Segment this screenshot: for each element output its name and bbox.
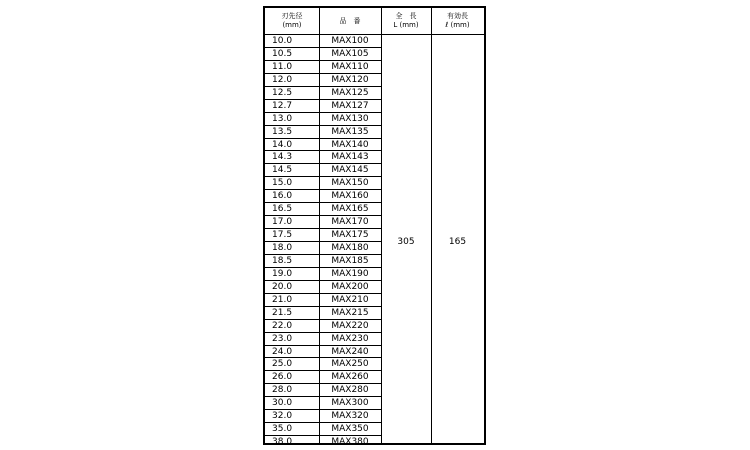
column-divider: [431, 8, 432, 443]
cell-part-number: MAX280: [331, 385, 369, 396]
table-body: [265, 35, 381, 449]
cell-diameter: 13.0: [272, 113, 293, 124]
cell-part-number: MAX130: [331, 113, 369, 124]
cell-part-number: MAX210: [331, 294, 369, 305]
cell-part-number: MAX185: [331, 255, 369, 266]
table-row: [265, 190, 381, 203]
table-row: [265, 164, 381, 177]
cell-diameter: 17.0: [272, 217, 293, 228]
table-row: [265, 48, 381, 61]
cell-part-number: MAX190: [331, 268, 369, 279]
cell-part-number: MAX215: [331, 307, 369, 318]
table-row: [265, 203, 381, 216]
table-row: [265, 151, 381, 164]
table-row: [265, 35, 381, 48]
header-diameter: [265, 8, 319, 34]
table-row: [265, 139, 381, 152]
cell-diameter: 18.5: [272, 255, 293, 266]
table-row: [265, 294, 381, 307]
table-row: [265, 410, 381, 423]
header-effective-length-unit: ℓ (mm): [445, 21, 470, 29]
cell-diameter: 35.0: [272, 424, 293, 435]
header-effective-length: [431, 8, 484, 34]
header-effective-length-label: 有効長: [447, 12, 468, 20]
header-part-number-label: 品 番: [339, 16, 361, 25]
cell-part-number: MAX250: [331, 359, 369, 370]
cell-diameter: 26.0: [272, 372, 293, 383]
cell-part-number: MAX300: [331, 398, 369, 409]
table-row: [265, 268, 381, 281]
total-length-value: 305: [397, 237, 415, 247]
cell-part-number: MAX105: [331, 48, 369, 59]
cell-diameter: 16.0: [272, 191, 293, 202]
table-row: [265, 100, 381, 113]
cell-part-number: MAX170: [331, 217, 369, 228]
cell-part-number: MAX260: [331, 372, 369, 383]
cell-diameter: 23.0: [272, 333, 293, 344]
cell-part-number: MAX380: [331, 437, 369, 448]
cell-diameter: 15.0: [272, 178, 293, 189]
table-row: [265, 177, 381, 190]
cell-part-number: MAX150: [331, 178, 369, 189]
table-row: [265, 87, 381, 100]
cell-diameter: 10.5: [272, 48, 293, 59]
effective-length-value: 165: [448, 237, 467, 247]
table-row: [265, 113, 381, 126]
cell-diameter: 25.0: [272, 359, 293, 370]
table-row: [265, 74, 381, 87]
table-row: [265, 320, 381, 333]
table-row: [265, 346, 381, 359]
cell-diameter: 20.0: [272, 281, 293, 292]
cell-diameter: 21.0: [272, 294, 293, 305]
cell-part-number: MAX165: [331, 204, 369, 215]
cell-diameter: 18.0: [272, 243, 293, 253]
table-row: [265, 216, 381, 229]
cell-diameter: 10.0: [272, 36, 293, 46]
cell-part-number: MAX140: [331, 139, 369, 150]
cell-part-number: MAX145: [331, 165, 369, 176]
header-part-number: [319, 8, 381, 34]
table-row: [265, 333, 381, 346]
cell-part-number: MAX200: [331, 281, 369, 292]
cell-diameter: 16.5: [272, 204, 293, 215]
cell-part-number: MAX230: [331, 333, 369, 344]
cell-diameter: 12.0: [272, 74, 293, 85]
table-row: [265, 384, 381, 397]
header-total-length-unit: L (mm): [393, 21, 419, 29]
cell-part-number: MAX125: [331, 87, 369, 98]
cell-diameter: 32.0: [272, 411, 293, 422]
table-row: [265, 281, 381, 294]
cell-diameter: 30.0: [272, 398, 293, 409]
cell-part-number: MAX110: [331, 61, 369, 72]
cell-diameter: 14.0: [272, 139, 293, 150]
cell-diameter: 38.0: [272, 437, 293, 448]
table-row: [265, 255, 381, 268]
cell-part-number: MAX350: [331, 424, 369, 435]
cell-part-number: MAX143: [331, 152, 369, 163]
table-row: [265, 358, 381, 371]
header-diameter-label: 刃先径: [281, 12, 303, 20]
cell-part-number: MAX175: [331, 230, 369, 241]
table-row: [265, 436, 381, 449]
cell-diameter: 28.0: [272, 385, 293, 396]
column-divider: [381, 8, 382, 443]
cell-diameter: 11.0: [272, 61, 293, 72]
cell-diameter: 22.0: [272, 320, 293, 331]
cell-part-number: MAX127: [331, 100, 369, 111]
cell-diameter: 12.7: [272, 100, 293, 111]
header-diameter-unit: (mm): [282, 21, 302, 29]
table-row: [265, 242, 381, 255]
table-row: [265, 423, 381, 436]
table-row: [265, 229, 381, 242]
cell-part-number: MAX180: [331, 243, 369, 253]
cell-part-number: MAX220: [331, 320, 369, 331]
cell-diameter: 21.5: [272, 307, 293, 318]
cell-diameter: 12.5: [272, 87, 293, 98]
cell-diameter: 24.0: [272, 346, 293, 357]
cell-diameter: 14.3: [272, 152, 293, 163]
cell-diameter: 19.0: [272, 268, 293, 279]
cell-diameter: 17.5: [272, 230, 293, 241]
cell-part-number: MAX100: [331, 36, 369, 46]
cell-diameter: 14.5: [272, 165, 293, 176]
table-row: [265, 397, 381, 410]
cell-part-number: MAX135: [331, 126, 369, 137]
cell-diameter: 13.5: [272, 126, 293, 137]
cell-part-number: MAX160: [331, 191, 369, 202]
cell-part-number: MAX320: [331, 411, 369, 422]
cell-part-number: MAX120: [331, 74, 369, 85]
spec-table: [263, 6, 486, 448]
header-total-length-label: 全 長: [395, 12, 417, 20]
table-row: [265, 61, 381, 74]
table-row: [265, 307, 381, 320]
header-total-length: [381, 8, 431, 34]
table-row: [265, 126, 381, 139]
table-row: [265, 371, 381, 384]
cell-part-number: MAX240: [331, 346, 369, 357]
